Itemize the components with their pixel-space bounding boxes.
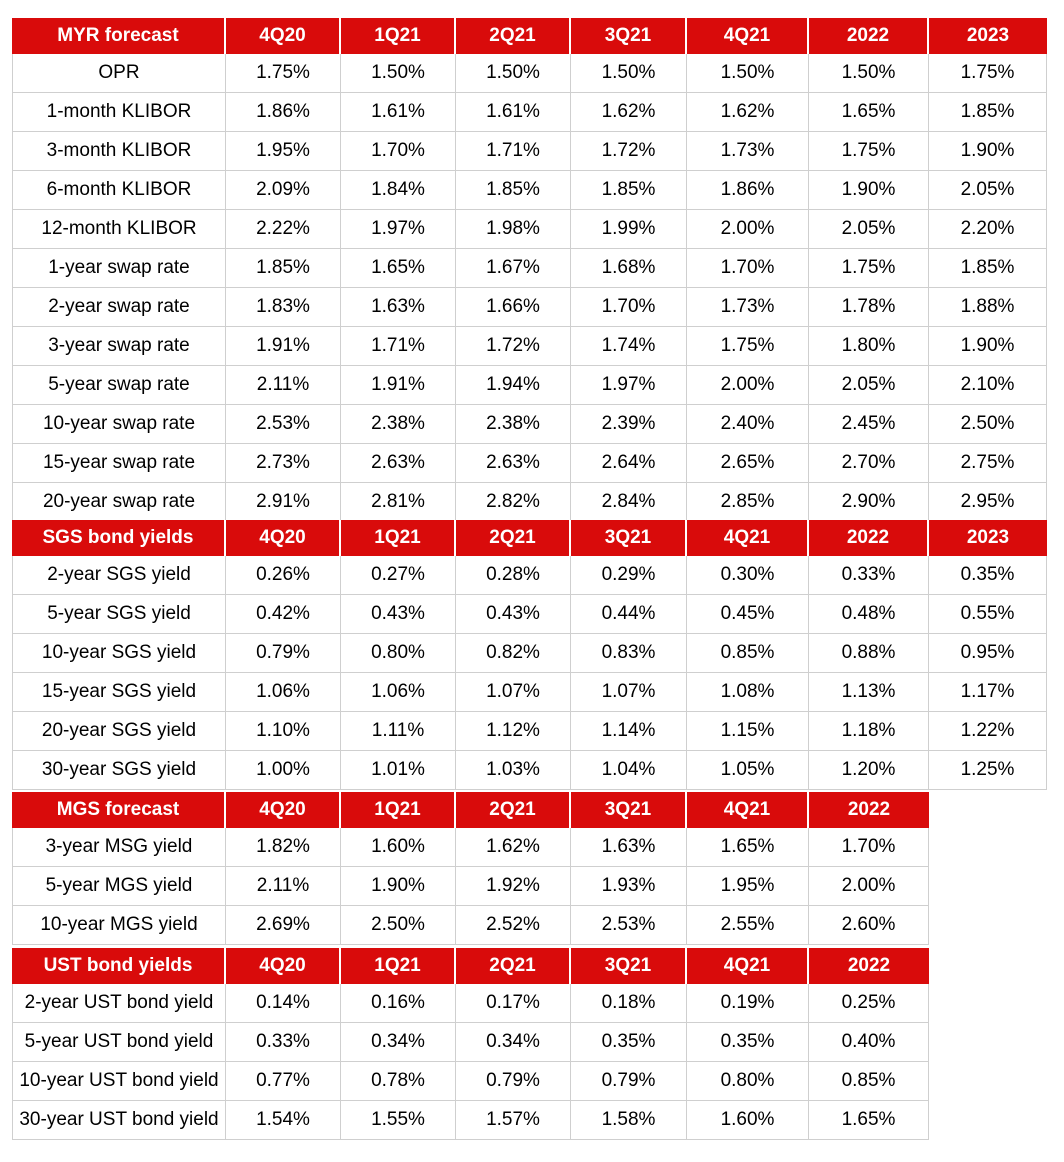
table-cell: 1.83%: [226, 288, 341, 327]
column-header: 4Q21: [687, 18, 809, 54]
column-header: 3Q21: [571, 520, 687, 556]
column-header: 2Q21: [456, 792, 571, 828]
table-cell: 0.48%: [809, 595, 929, 634]
table-cell: 1.90%: [809, 171, 929, 210]
table-cell: 0.19%: [687, 984, 809, 1023]
table-cell: 2.63%: [456, 444, 571, 483]
table-cell: 0.79%: [571, 1062, 687, 1101]
row-label: 20-year SGS yield: [12, 712, 226, 751]
table-cell: 0.27%: [341, 556, 456, 595]
table-cell: 1.85%: [456, 171, 571, 210]
column-header: 2022: [809, 520, 929, 556]
row-label: 12-month KLIBOR: [12, 210, 226, 249]
table-cell: 1.74%: [571, 327, 687, 366]
table-cell: 1.70%: [571, 288, 687, 327]
column-header: 4Q20: [226, 18, 341, 54]
row-label: 10-year swap rate: [12, 405, 226, 444]
table-cell: 2.00%: [687, 366, 809, 405]
section-title: MGS forecast: [12, 792, 226, 828]
row-label: 30-year UST bond yield: [12, 1101, 226, 1140]
table-cell: 1.94%: [456, 366, 571, 405]
table-cell: 1.50%: [687, 54, 809, 93]
table-cell: 1.86%: [687, 171, 809, 210]
table-cell: 1.93%: [571, 867, 687, 906]
table-cell: 0.16%: [341, 984, 456, 1023]
table-cell: 0.25%: [809, 984, 929, 1023]
table-cell: 1.86%: [226, 93, 341, 132]
table-cell: 1.71%: [456, 132, 571, 171]
table-cell: 2.73%: [226, 444, 341, 483]
table-cell: 0.79%: [456, 1062, 571, 1101]
table-cell: 1.67%: [456, 249, 571, 288]
table-cell: 1.71%: [341, 327, 456, 366]
table-cell: 0.83%: [571, 634, 687, 673]
table-cell: 1.73%: [687, 288, 809, 327]
table-cell: 1.60%: [341, 828, 456, 867]
table-cell: 0.26%: [226, 556, 341, 595]
table-cell: 1.62%: [571, 93, 687, 132]
row-label: 10-year MGS yield: [12, 906, 226, 945]
table-cell: 0.35%: [571, 1023, 687, 1062]
row-label: 15-year swap rate: [12, 444, 226, 483]
row-label: 10-year UST bond yield: [12, 1062, 226, 1101]
table-cell: 0.34%: [456, 1023, 571, 1062]
table-cell: 1.84%: [341, 171, 456, 210]
column-header: 2Q21: [456, 18, 571, 54]
table-cell: 2.38%: [341, 405, 456, 444]
table-cell: 1.75%: [929, 54, 1047, 93]
table-cell: 1.75%: [226, 54, 341, 93]
table-cell: 1.85%: [929, 93, 1047, 132]
table-cell: 1.54%: [226, 1101, 341, 1140]
table-cell: 1.60%: [687, 1101, 809, 1140]
table-cell: 2.95%: [929, 483, 1047, 522]
table-cell: 1.75%: [687, 327, 809, 366]
column-header: 3Q21: [571, 948, 687, 984]
table-cell: 1.01%: [341, 751, 456, 790]
table-cell: 0.29%: [571, 556, 687, 595]
table-cell: 1.57%: [456, 1101, 571, 1140]
table-cell: 1.91%: [226, 327, 341, 366]
row-label: 2-year SGS yield: [12, 556, 226, 595]
table-cell: 0.85%: [687, 634, 809, 673]
column-header: 2022: [809, 792, 929, 828]
table-cell: 0.43%: [456, 595, 571, 634]
table-cell: 0.28%: [456, 556, 571, 595]
row-label: 20-year swap rate: [12, 483, 226, 522]
section-title: UST bond yields: [12, 948, 226, 984]
table-cell: 2.64%: [571, 444, 687, 483]
row-label: 1-year swap rate: [12, 249, 226, 288]
table-cell: 0.18%: [571, 984, 687, 1023]
table-cell: 1.91%: [341, 366, 456, 405]
table-cell: 2.91%: [226, 483, 341, 522]
row-label: 5-year MGS yield: [12, 867, 226, 906]
column-header: 4Q21: [687, 948, 809, 984]
table-cell: 2.20%: [929, 210, 1047, 249]
table-cell: 1.70%: [809, 828, 929, 867]
table-cell: 2.69%: [226, 906, 341, 945]
table-cell: 1.65%: [687, 828, 809, 867]
table-cell: 1.65%: [809, 1101, 929, 1140]
table-cell: 2.39%: [571, 405, 687, 444]
table-cell: 2.75%: [929, 444, 1047, 483]
table-cell: 1.73%: [687, 132, 809, 171]
table-cell: 1.68%: [571, 249, 687, 288]
table-cell: 1.04%: [571, 751, 687, 790]
table-cell: 0.88%: [809, 634, 929, 673]
row-label: 3-year swap rate: [12, 327, 226, 366]
table-cell: 2.22%: [226, 210, 341, 249]
table-cell: 0.33%: [809, 556, 929, 595]
table-cell: 2.38%: [456, 405, 571, 444]
table-cell: 0.80%: [687, 1062, 809, 1101]
table-cell: 1.66%: [456, 288, 571, 327]
table-cell: 1.07%: [571, 673, 687, 712]
table-cell: 1.08%: [687, 673, 809, 712]
table-cell: 1.61%: [456, 93, 571, 132]
table-cell: 2.05%: [929, 171, 1047, 210]
table-cell: 1.85%: [929, 249, 1047, 288]
table-cell: 1.06%: [226, 673, 341, 712]
table-cell: 1.10%: [226, 712, 341, 751]
table-cell: 1.55%: [341, 1101, 456, 1140]
table-cell: 2.09%: [226, 171, 341, 210]
table-cell: 2.40%: [687, 405, 809, 444]
table-cell: 1.58%: [571, 1101, 687, 1140]
table-cell: 1.90%: [929, 327, 1047, 366]
row-label: 5-year swap rate: [12, 366, 226, 405]
column-header: 2023: [929, 520, 1047, 556]
table-cell: 1.70%: [341, 132, 456, 171]
section-title: SGS bond yields: [12, 520, 226, 556]
table-cell: 0.35%: [687, 1023, 809, 1062]
table-cell: 1.78%: [809, 288, 929, 327]
table-cell: 1.00%: [226, 751, 341, 790]
row-label: 2-year UST bond yield: [12, 984, 226, 1023]
table-cell: 1.98%: [456, 210, 571, 249]
column-header: 2022: [809, 18, 929, 54]
table-cell: 1.50%: [571, 54, 687, 93]
table-cell: 1.65%: [809, 93, 929, 132]
row-label: 2-year swap rate: [12, 288, 226, 327]
table-cell: 0.79%: [226, 634, 341, 673]
table-cell: 2.00%: [687, 210, 809, 249]
table-cell: 1.15%: [687, 712, 809, 751]
column-header: 1Q21: [341, 18, 456, 54]
table-cell: 2.11%: [226, 366, 341, 405]
table-cell: 0.40%: [809, 1023, 929, 1062]
table-cell: 1.06%: [341, 673, 456, 712]
table-cell: 1.22%: [929, 712, 1047, 751]
table-cell: 1.50%: [341, 54, 456, 93]
table-cell: 1.72%: [456, 327, 571, 366]
column-header: 1Q21: [341, 792, 456, 828]
table-cell: 2.05%: [809, 366, 929, 405]
table-cell: 1.92%: [456, 867, 571, 906]
table-cell: 1.65%: [341, 249, 456, 288]
table-cell: 0.42%: [226, 595, 341, 634]
row-label: 10-year SGS yield: [12, 634, 226, 673]
table-cell: 0.82%: [456, 634, 571, 673]
column-header: 3Q21: [571, 792, 687, 828]
table-cell: 0.85%: [809, 1062, 929, 1101]
table-cell: 2.81%: [341, 483, 456, 522]
table-cell: 2.00%: [809, 867, 929, 906]
table-cell: 0.30%: [687, 556, 809, 595]
table-cell: 1.70%: [687, 249, 809, 288]
table-cell: 2.82%: [456, 483, 571, 522]
table-cell: 2.11%: [226, 867, 341, 906]
table-cell: 1.63%: [571, 828, 687, 867]
table-cell: 1.97%: [571, 366, 687, 405]
table-cell: 2.70%: [809, 444, 929, 483]
table-cell: 0.95%: [929, 634, 1047, 673]
table-cell: 2.53%: [571, 906, 687, 945]
table-cell: 1.14%: [571, 712, 687, 751]
table-cell: 2.05%: [809, 210, 929, 249]
table-cell: 2.53%: [226, 405, 341, 444]
row-label: 3-month KLIBOR: [12, 132, 226, 171]
column-header: 2Q21: [456, 948, 571, 984]
table-cell: 2.52%: [456, 906, 571, 945]
table-cell: 1.97%: [341, 210, 456, 249]
table-cell: 0.34%: [341, 1023, 456, 1062]
table-cell: 1.99%: [571, 210, 687, 249]
table-cell: 0.44%: [571, 595, 687, 634]
table-cell: 1.07%: [456, 673, 571, 712]
table-cell: 2.63%: [341, 444, 456, 483]
table-cell: 1.88%: [929, 288, 1047, 327]
table-cell: 0.33%: [226, 1023, 341, 1062]
table-cell: 0.14%: [226, 984, 341, 1023]
table-cell: 1.72%: [571, 132, 687, 171]
table-cell: 2.45%: [809, 405, 929, 444]
table-cell: 0.17%: [456, 984, 571, 1023]
row-label: 1-month KLIBOR: [12, 93, 226, 132]
column-header: 2022: [809, 948, 929, 984]
table-cell: 2.50%: [341, 906, 456, 945]
table-cell: 1.61%: [341, 93, 456, 132]
column-header: 1Q21: [341, 948, 456, 984]
table-cell: 1.50%: [456, 54, 571, 93]
table-cell: 2.60%: [809, 906, 929, 945]
column-header: 4Q20: [226, 948, 341, 984]
column-header: 2023: [929, 18, 1047, 54]
column-header: 4Q21: [687, 520, 809, 556]
table-cell: 0.45%: [687, 595, 809, 634]
table-cell: 1.13%: [809, 673, 929, 712]
table-cell: 0.80%: [341, 634, 456, 673]
column-header: 2Q21: [456, 520, 571, 556]
column-header: 3Q21: [571, 18, 687, 54]
table-cell: 2.84%: [571, 483, 687, 522]
table-cell: 1.11%: [341, 712, 456, 751]
row-label: 15-year SGS yield: [12, 673, 226, 712]
row-label: 5-year UST bond yield: [12, 1023, 226, 1062]
table-cell: 1.62%: [456, 828, 571, 867]
table-cell: 2.90%: [809, 483, 929, 522]
table-cell: 2.10%: [929, 366, 1047, 405]
row-label: 3-year MSG yield: [12, 828, 226, 867]
table-cell: 2.85%: [687, 483, 809, 522]
table-cell: 1.50%: [809, 54, 929, 93]
table-cell: 0.43%: [341, 595, 456, 634]
table-cell: 1.85%: [226, 249, 341, 288]
table-cell: 2.65%: [687, 444, 809, 483]
table-cell: 1.75%: [809, 249, 929, 288]
table-cell: 1.75%: [809, 132, 929, 171]
table-cell: 0.35%: [929, 556, 1047, 595]
row-label: OPR: [12, 54, 226, 93]
table-cell: 0.77%: [226, 1062, 341, 1101]
table-cell: 0.55%: [929, 595, 1047, 634]
table-cell: 2.50%: [929, 405, 1047, 444]
table-cell: 1.90%: [341, 867, 456, 906]
table-cell: 1.17%: [929, 673, 1047, 712]
column-header: 4Q21: [687, 792, 809, 828]
table-cell: 1.85%: [571, 171, 687, 210]
column-header: 1Q21: [341, 520, 456, 556]
column-header: 4Q20: [226, 792, 341, 828]
table-cell: 1.82%: [226, 828, 341, 867]
column-header: 4Q20: [226, 520, 341, 556]
table-cell: 2.55%: [687, 906, 809, 945]
row-label: 5-year SGS yield: [12, 595, 226, 634]
table-cell: 1.12%: [456, 712, 571, 751]
table-cell: 1.95%: [687, 867, 809, 906]
table-cell: 1.80%: [809, 327, 929, 366]
table-cell: 0.78%: [341, 1062, 456, 1101]
table-cell: 1.05%: [687, 751, 809, 790]
table-cell: 1.90%: [929, 132, 1047, 171]
table-cell: 1.95%: [226, 132, 341, 171]
table-cell: 1.62%: [687, 93, 809, 132]
table-cell: 1.25%: [929, 751, 1047, 790]
row-label: 30-year SGS yield: [12, 751, 226, 790]
table-cell: 1.03%: [456, 751, 571, 790]
table-cell: 1.20%: [809, 751, 929, 790]
section-title: MYR forecast: [12, 18, 226, 54]
table-cell: 1.63%: [341, 288, 456, 327]
table-cell: 1.18%: [809, 712, 929, 751]
row-label: 6-month KLIBOR: [12, 171, 226, 210]
